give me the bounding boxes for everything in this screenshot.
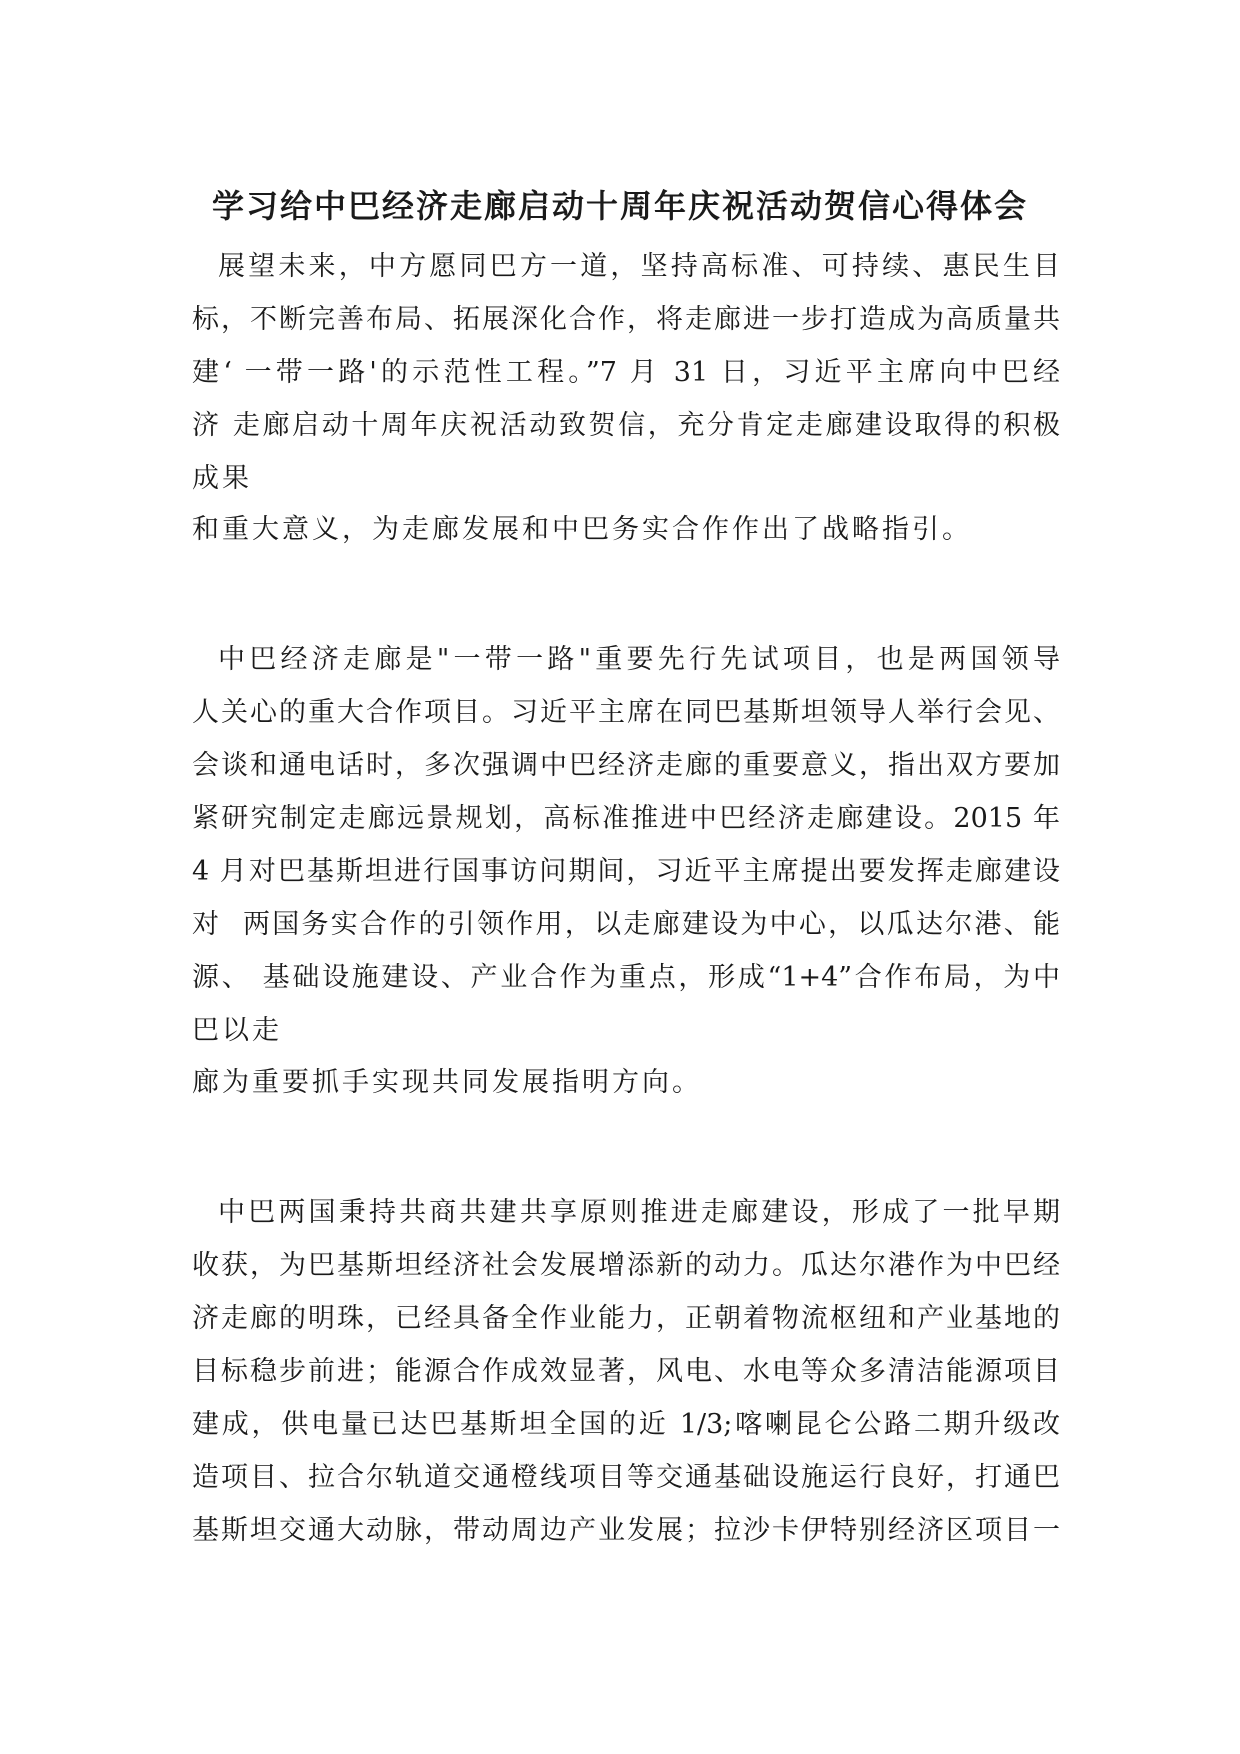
paragraph-2-line-4: 紧研究制定走廊远景规划，高标准推进中巴经济走廊建设。2015 年 xyxy=(192,803,1060,834)
paragraph-1-line-5: 成果 xyxy=(192,463,252,494)
paragraph-1-line-6: 和重大意义，为走廊发展和中巴务实合作作出了战略指引。 xyxy=(192,514,972,545)
paragraph-2-line-2: 人关心的重大合作项目。习近平主席在同巴基斯坦领导人举行会见、 xyxy=(192,697,1060,728)
paragraph-2-line-5: 4 月对巴基斯坦进行国事访问期间，习近平主席提出要发挥走廊建设 xyxy=(192,856,1060,887)
paragraph-3-line-7: 基斯坦交通大动脉，带动周边产业发展；拉沙卡伊特别经济区项目一 xyxy=(192,1515,1060,1546)
paragraph-2-line-3: 会谈和通电话时，多次强调中巴经济走廊的重要意义，指出双方要加 xyxy=(192,750,1060,781)
paragraph-3-line-3: 济走廊的明珠，已经具备全作业能力，正朝着物流枢纽和产业基地的 xyxy=(192,1303,1060,1334)
paragraph-1-line-4: 济 走廊启动十周年庆祝活动致贺信，充分肯定走廊建设取得的积极 xyxy=(192,410,1060,441)
paragraph-2-line-6: 对 两国务实合作的引领作用，以走廊建设为中心，以瓜达尔港、能 xyxy=(192,909,1060,940)
paragraph-2-line-9: 廊为重要抓手实现共同发展指明方向。 xyxy=(192,1067,702,1098)
paragraph-3-line-5: 建成，供电量已达巴基斯坦全国的近 1/3;喀喇昆仑公路二期升级改 xyxy=(192,1409,1060,1440)
document-title: 学习给中巴经济走廊启动十周年庆祝活动贺信心得体会 xyxy=(211,187,1028,225)
paragraph-1-line-1: 展望未来，中方愿同巴方一道，坚持高标准、可持续、惠民生目 xyxy=(218,251,1060,282)
paragraph-2-line-1: 中巴经济走廊是"一带一路"重要先行先试项目，也是两国领导 xyxy=(218,644,1060,675)
paragraph-3-line-4: 目标稳步前进；能源合作成效显著，风电、水电等众多清洁能源项目 xyxy=(192,1356,1060,1387)
paragraph-1-line-2: 标，不断完善布局、拓展深化合作，将走廊进一步打造成为高质量共 xyxy=(192,304,1060,335)
paragraph-1-line-3: 建‘ 一带一路'的示范性工程。”7 月 31 日，习近平主席向中巴经 xyxy=(192,357,1060,388)
paragraph-3-line-6: 造项目、拉合尔轨道交通橙线项目等交通基础设施运行良好，打通巴 xyxy=(192,1462,1060,1493)
paragraph-2-line-8: 巴以走 xyxy=(192,1015,282,1046)
paragraph-3-line-2: 收获，为巴基斯坦经济社会发展增添新的动力。瓜达尔港作为中巴经 xyxy=(192,1250,1060,1281)
paragraph-2-line-7: 源、 基础设施建设、产业合作为重点，形成“1+4”合作布局，为中 xyxy=(192,962,1060,993)
paragraph-3-line-1: 中巴两国秉持共商共建共享原则推进走廊建设，形成了一批早期 xyxy=(218,1197,1060,1228)
